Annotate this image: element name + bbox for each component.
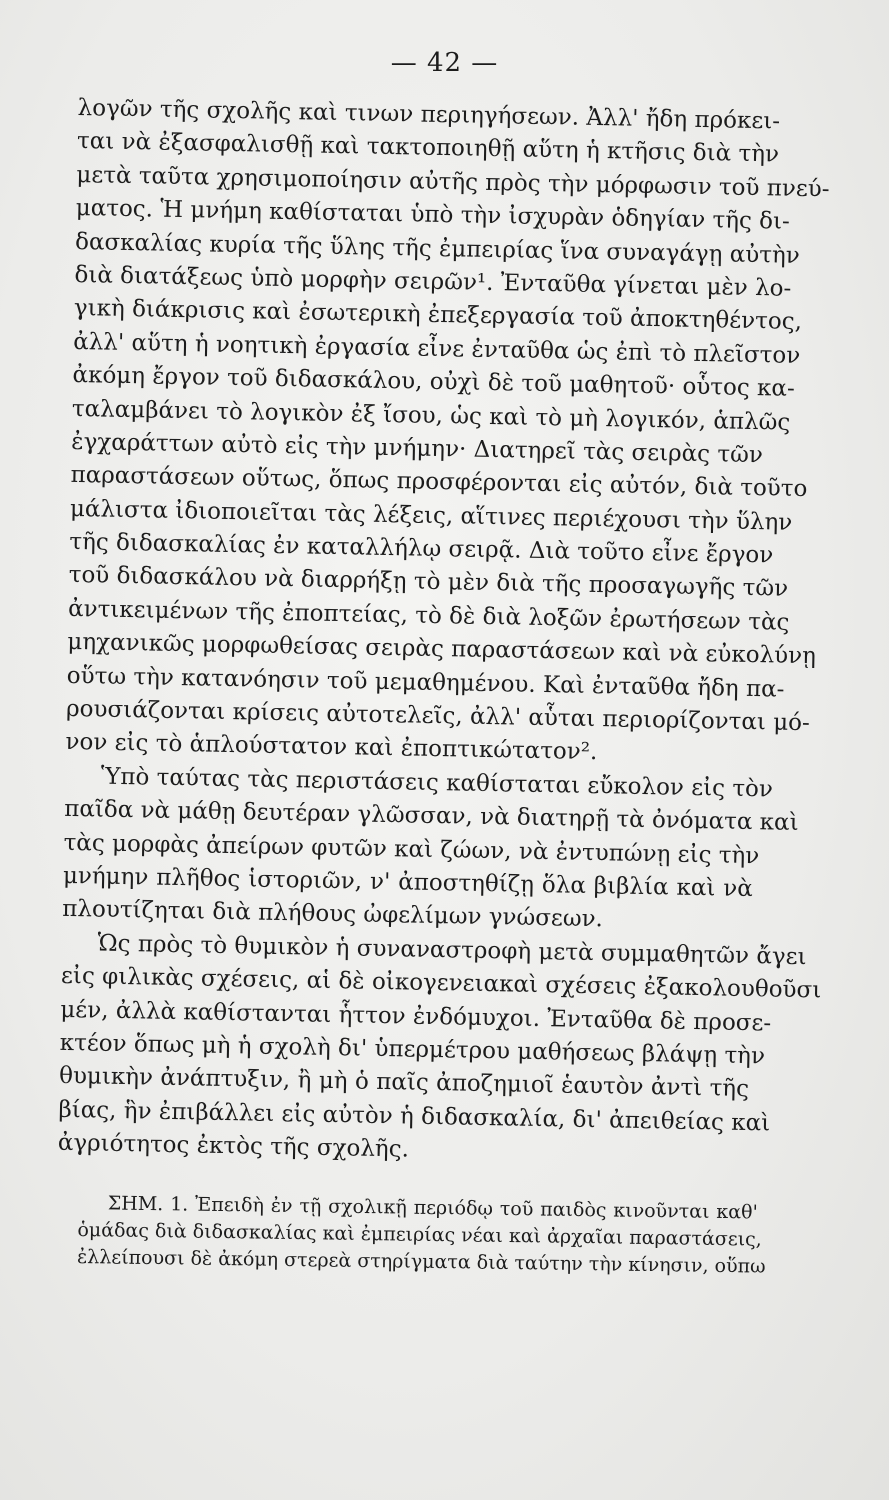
page-number: — 42 — [390, 48, 499, 78]
text-line: μετὰ ταῦτα χρησιμοποίησιν αὐτῆς πρὸς τὴν μόρφωσιν τοῦ πνεύ- [76, 161, 830, 203]
text-line: γικὴ διάκρισις καὶ ἐσωτερικὴ ἐπεξεργασία τοῦ ἀποκτηθέντος, [73, 295, 803, 336]
text-line: τὰς μορφὰς ἀπείρων φυτῶν καὶ ζώων, νὰ ἐντυπώνῃ εἰς τὴν [63, 829, 760, 869]
text-line: κτέον ὅπως μὴ ἡ σχολὴ δι' ὑπερμέτρου μαθήσεως βλάψῃ τὴν [59, 1029, 766, 1070]
text-line: τῆς διδασκαλίας ἐν καταλλήλῳ σειρᾷ. Διὰ τοῦτο εἶνε ἔργον [69, 528, 774, 569]
text-line: μάλιστα ἰδιοποιεῖται τὰς λέξεις, αἵτινες περιέχουσι τὴν ὕλην [69, 495, 793, 536]
text-line: παῖδα νὰ μάθῃ δευτέραν γλῶσσαν, νὰ διατηρῇ τὰ ὀνόματα καὶ [63, 796, 799, 837]
text-line: παραστάσεων οὕτως, ὅπως προσφέρονται εἰς αὐτόν, διὰ τοῦτο [70, 462, 808, 503]
text-line: ται νὰ ἐξασφαλισθῇ καὶ τακτοποιηθῇ αὕτη ἡ κτῆσις διὰ τὴν [76, 128, 780, 168]
text-line: ἀντικειμένων τῆς ἐποπτείας, τὸ δὲ διὰ λοξῶν ἐρωτήσεων τὰς [67, 595, 790, 636]
paragraph-start: Ὑπὸ ταύτας τὰς περιστάσεις καθίσταται εὔκολον εἰς τὸν [100, 763, 774, 803]
text-line: πλουτίζηται διὰ πλήθους ὠφελίμων γνώσεων. [62, 896, 604, 933]
text-line: ματος. Ἡ μνήμη καθίσταται ὑπὸ τὴν ἰσχυρὰν ὁδηγίαν τῆς δι- [75, 195, 791, 235]
text-line: μνήμην πλῆθος ἱστοριῶν, ν' ἀποστηθίζῃ ὅλα βιβλία καὶ νὰ [62, 862, 754, 903]
text-line: βίας, ἣν ἐπιβάλλει εἰς αὐτὸν ἡ διδασκαλία, δι' ἀπειθείας καὶ [58, 1096, 771, 1137]
text-line: τοῦ διδασκάλου νὰ διαρρήξῃ τὸ μὲν διὰ τῆς προσαγωγῆς τῶν [68, 562, 789, 603]
text-line: θυμικὴν ἀνάπτυξιν, ἢ μὴ ὁ παῖς ἀποζημιοῖ ἑαυτὸν ἀντὶ τῆς [58, 1063, 750, 1103]
text-line: εἰς φιλικὰς σχέσεις, αἱ δὲ οἰκογενειακαὶ σχέσεις ἐξακολουθοῦσι [60, 962, 822, 1004]
text-line: οὕτω τὴν κατανόησιν τοῦ μεμαθημένου. Καὶ ἐνταῦθα ἤδη πα- [66, 662, 785, 703]
text-line: ρουσιάζονται κρίσεις αὐτοτελεῖς, ἀλλ' αὗται περιορίζονται μό- [65, 695, 811, 737]
text-line: ἀγριότητος ἐκτὸς τῆς σχολῆς. [57, 1129, 410, 1163]
text-line: ἀλλ' αὕτη ἡ νοητικὴ ἐργασία εἶνε ἐνταῦθα ὡς ἐπὶ τὸ πλεῖστον [72, 328, 801, 369]
body-text [57, 92, 830, 1174]
text-line: δασκαλίας κυρία τῆς ὕλης τῆς ἐμπειρίας ἵνα συναγάγῃ αὐτὴν [74, 228, 800, 269]
text-line: νον εἰς τὸ ἁπλούστατον καὶ ἐποπτικώτατον². [65, 729, 598, 766]
text-line: μέν, ἀλλὰ καθίστανται ἧττον ἐνδόμυχοι. Ἐνταῦθα δὲ προσε- [60, 996, 772, 1037]
text-line: ἀκόμη ἔργον τοῦ διδασκάλου, οὐχὶ δὲ τοῦ μαθητοῦ· οὗτος κα- [72, 362, 795, 402]
footnote [76, 1190, 766, 1280]
footnote-line: ἐλλείπουσι δὲ ἀκόμη στερεὰ στηρίγματα διὰ ταύτην τὴν κίνησιν, οὕπω [76, 1245, 766, 1278]
text-line: μηχανικῶς μορφωθείσας σειρὰς παραστάσεων καὶ νὰ εὐκολύνῃ [67, 629, 817, 670]
footnote-line: ΣΗΜ. 1. Ἐπειδὴ ἐν τῇ σχολικῇ περιόδῳ τοῦ παιδὸς κινοῦνται καθ' [107, 1192, 758, 1224]
paragraph-start: Ὡς πρὸς τὸ θυμικὸν ἡ συναναστροφὴ μετὰ συμμαθητῶν ἄγει [97, 930, 807, 970]
text-line: ταλαμβάνει τὸ λογικὸν ἐξ ἴσου, ὡς καὶ τὸ μὴ λογικόν, ἁπλῶς [71, 395, 791, 436]
text-line: διὰ διατάξεως ὑπὸ μορφὴν σειρῶν¹. Ἐνταῦθα γίνεται μὲν λο- [74, 261, 792, 302]
text-line: λογῶν τῆς σχολῆς καὶ τινων περιηγήσεων. Ἀλλ' ἤδη πρόκει- [77, 94, 781, 135]
text-line: ἐγχαράττων αὐτὸ εἰς τὴν μνήμην· Διατηρεῖ τὰς σειρὰς τῶν [71, 428, 764, 469]
footnote-line: ὁμάδας διὰ διδασκαλίας καὶ ἐμπειρίας νέαι καὶ ἀρχαῖαι παραστάσεις, [77, 1218, 762, 1251]
